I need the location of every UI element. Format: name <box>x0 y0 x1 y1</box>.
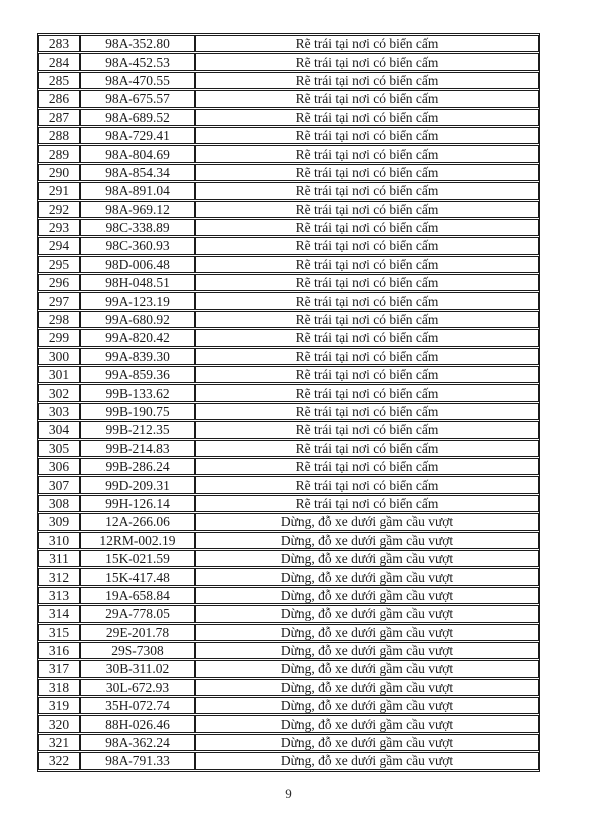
violation-cell: Rẽ trái tại nơi có biển cấm <box>195 201 539 218</box>
row-number-cell: 286 <box>38 90 80 107</box>
violation-cell: Dừng, đỗ xe dưới gầm cầu vượt <box>195 587 539 604</box>
violation-cell: Rẽ trái tại nơi có biển cấm <box>195 164 539 181</box>
row-number-cell: 310 <box>38 532 80 549</box>
plate-cell: 35H-072.74 <box>80 697 195 714</box>
plate-cell: 98A-362.24 <box>80 734 195 751</box>
row-number-cell: 317 <box>38 660 80 677</box>
violation-cell: Rẽ trái tại nơi có biển cấm <box>195 292 539 309</box>
row-number-cell: 304 <box>38 421 80 438</box>
plate-cell: 98D-006.48 <box>80 256 195 273</box>
table-row <box>38 458 539 475</box>
table-row <box>38 256 539 273</box>
plate-cell: 30L-672.93 <box>80 679 195 696</box>
row-number-cell: 296 <box>38 274 80 291</box>
violation-cell: Dừng, đỗ xe dưới gầm cầu vượt <box>195 605 539 622</box>
plate-cell: 99B-214.83 <box>80 440 195 457</box>
table-row <box>38 550 539 567</box>
row-number-cell: 308 <box>38 495 80 512</box>
plate-cell: 99A-839.30 <box>80 348 195 365</box>
violation-cell: Dừng, đỗ xe dưới gầm cầu vượt <box>195 532 539 549</box>
plate-cell: 99A-859.36 <box>80 366 195 383</box>
table-row <box>38 201 539 218</box>
plate-cell: 15K-021.59 <box>80 550 195 567</box>
table-row <box>38 476 539 493</box>
plate-cell: 98A-804.69 <box>80 145 195 162</box>
plate-cell: 98C-360.93 <box>80 237 195 254</box>
table-row <box>38 348 539 365</box>
row-number-cell: 293 <box>38 219 80 236</box>
plate-cell: 98A-352.80 <box>80 35 195 52</box>
violation-cell: Rẽ trái tại nơi có biển cấm <box>195 458 539 475</box>
table-row <box>38 109 539 126</box>
table-row <box>38 660 539 677</box>
row-number-cell: 306 <box>38 458 80 475</box>
violation-cell: Dừng, đỗ xe dưới gầm cầu vượt <box>195 568 539 585</box>
plate-cell: 29E-201.78 <box>80 624 195 641</box>
plate-cell: 98A-470.55 <box>80 72 195 89</box>
plate-cell: 99B-133.62 <box>80 384 195 401</box>
violation-cell: Dừng, đỗ xe dưới gầm cầu vượt <box>195 624 539 641</box>
table-row <box>38 734 539 751</box>
row-number-cell: 302 <box>38 384 80 401</box>
row-number-cell: 318 <box>38 679 80 696</box>
table-row <box>38 164 539 181</box>
table-row <box>38 715 539 732</box>
violation-cell: Rẽ trái tại nơi có biển cấm <box>195 440 539 457</box>
table-row <box>38 237 539 254</box>
violations-table <box>37 33 540 772</box>
table-row <box>38 532 539 549</box>
violation-cell: Rẽ trái tại nơi có biển cấm <box>195 182 539 199</box>
plate-cell: 30B-311.02 <box>80 660 195 677</box>
violation-cell: Rẽ trái tại nơi có biển cấm <box>195 329 539 346</box>
table-row <box>38 403 539 420</box>
table-row <box>38 568 539 585</box>
plate-cell: 99B-212.35 <box>80 421 195 438</box>
plate-cell: 98A-854.34 <box>80 164 195 181</box>
plate-cell: 98A-729.41 <box>80 127 195 144</box>
violation-cell: Rẽ trái tại nơi có biển cấm <box>195 311 539 328</box>
table-row <box>38 366 539 383</box>
table-row <box>38 587 539 604</box>
row-number-cell: 284 <box>38 53 80 70</box>
plate-cell: 98H-048.51 <box>80 274 195 291</box>
plate-cell: 99B-286.24 <box>80 458 195 475</box>
plate-cell: 88H-026.46 <box>80 715 195 732</box>
violation-cell: Dừng, đỗ xe dưới gầm cầu vượt <box>195 697 539 714</box>
row-number-cell: 292 <box>38 201 80 218</box>
violation-cell: Rẽ trái tại nơi có biển cấm <box>195 53 539 70</box>
violation-cell: Dừng, đỗ xe dưới gầm cầu vượt <box>195 752 539 769</box>
violation-cell: Rẽ trái tại nơi có biển cấm <box>195 274 539 291</box>
plate-cell: 29A-778.05 <box>80 605 195 622</box>
plate-cell: 12RM-002.19 <box>80 532 195 549</box>
plate-cell: 98C-338.89 <box>80 219 195 236</box>
row-number-cell: 316 <box>38 642 80 659</box>
plate-cell: 99H-126.14 <box>80 495 195 512</box>
row-number-cell: 307 <box>38 476 80 493</box>
row-number-cell: 319 <box>38 697 80 714</box>
violation-cell: Rẽ trái tại nơi có biển cấm <box>195 72 539 89</box>
plate-cell: 99A-123.19 <box>80 292 195 309</box>
table-row <box>38 127 539 144</box>
row-number-cell: 285 <box>38 72 80 89</box>
violation-cell: Dừng, đỗ xe dưới gầm cầu vượt <box>195 660 539 677</box>
violation-cell: Dừng, đỗ xe dưới gầm cầu vượt <box>195 715 539 732</box>
row-number-cell: 290 <box>38 164 80 181</box>
violation-cell: Rẽ trái tại nơi có biển cấm <box>195 366 539 383</box>
row-number-cell: 297 <box>38 292 80 309</box>
table-row <box>38 513 539 530</box>
row-number-cell: 298 <box>38 311 80 328</box>
plate-cell: 15K-417.48 <box>80 568 195 585</box>
violation-cell: Rẽ trái tại nơi có biển cấm <box>195 127 539 144</box>
violation-cell: Rẽ trái tại nơi có biển cấm <box>195 145 539 162</box>
plate-cell: 99A-820.42 <box>80 329 195 346</box>
row-number-cell: 291 <box>38 182 80 199</box>
table-row <box>38 440 539 457</box>
table-row <box>38 90 539 107</box>
row-number-cell: 287 <box>38 109 80 126</box>
table-row <box>38 292 539 309</box>
table-row <box>38 605 539 622</box>
violation-cell: Rẽ trái tại nơi có biển cấm <box>195 421 539 438</box>
plate-cell: 99D-209.31 <box>80 476 195 493</box>
plate-cell: 99A-680.92 <box>80 311 195 328</box>
row-number-cell: 294 <box>38 237 80 254</box>
row-number-cell: 295 <box>38 256 80 273</box>
violation-cell: Rẽ trái tại nơi có biển cấm <box>195 403 539 420</box>
plate-cell: 98A-891.04 <box>80 182 195 199</box>
violation-cell: Rẽ trái tại nơi có biển cấm <box>195 219 539 236</box>
table-row <box>38 35 539 52</box>
table-row <box>38 329 539 346</box>
violation-cell: Dừng, đỗ xe dưới gầm cầu vượt <box>195 642 539 659</box>
table-row <box>38 495 539 512</box>
violation-cell: Rẽ trái tại nơi có biển cấm <box>195 495 539 512</box>
row-number-cell: 312 <box>38 568 80 585</box>
violation-cell: Rẽ trái tại nơi có biển cấm <box>195 476 539 493</box>
violation-cell: Dừng, đỗ xe dưới gầm cầu vượt <box>195 550 539 567</box>
table-row <box>38 53 539 70</box>
violation-cell: Rẽ trái tại nơi có biển cấm <box>195 90 539 107</box>
row-number-cell: 299 <box>38 329 80 346</box>
page-number: 9 <box>285 786 292 801</box>
table-row <box>38 182 539 199</box>
table-row <box>38 679 539 696</box>
row-number-cell: 283 <box>38 35 80 52</box>
row-number-cell: 309 <box>38 513 80 530</box>
table-row <box>38 642 539 659</box>
row-number-cell: 300 <box>38 348 80 365</box>
plate-cell: 12A-266.06 <box>80 513 195 530</box>
row-number-cell: 314 <box>38 605 80 622</box>
plate-cell: 98A-675.57 <box>80 90 195 107</box>
row-number-cell: 320 <box>38 715 80 732</box>
table-row <box>38 624 539 641</box>
plate-cell: 98A-452.53 <box>80 53 195 70</box>
table-row <box>38 421 539 438</box>
row-number-cell: 311 <box>38 550 80 567</box>
row-number-cell: 305 <box>38 440 80 457</box>
row-number-cell: 303 <box>38 403 80 420</box>
row-number-cell: 288 <box>38 127 80 144</box>
row-number-cell: 313 <box>38 587 80 604</box>
violation-cell: Rẽ trái tại nơi có biển cấm <box>195 256 539 273</box>
violations-table-body <box>38 35 539 770</box>
row-number-cell: 301 <box>38 366 80 383</box>
violation-cell: Dừng, đỗ xe dưới gầm cầu vượt <box>195 734 539 751</box>
row-number-cell: 321 <box>38 734 80 751</box>
table-row <box>38 274 539 291</box>
row-number-cell: 289 <box>38 145 80 162</box>
table-row <box>38 72 539 89</box>
table-row <box>38 697 539 714</box>
violation-cell: Rẽ trái tại nơi có biển cấm <box>195 348 539 365</box>
plate-cell: 98A-969.12 <box>80 201 195 218</box>
plate-cell: 98A-689.52 <box>80 109 195 126</box>
violation-cell: Rẽ trái tại nơi có biển cấm <box>195 35 539 52</box>
violation-cell: Rẽ trái tại nơi có biển cấm <box>195 237 539 254</box>
table-row <box>38 219 539 236</box>
row-number-cell: 322 <box>38 752 80 769</box>
plate-cell: 99B-190.75 <box>80 403 195 420</box>
table-row <box>38 145 539 162</box>
violation-cell: Rẽ trái tại nơi có biển cấm <box>195 384 539 401</box>
violation-cell: Dừng, đỗ xe dưới gầm cầu vượt <box>195 679 539 696</box>
row-number-cell: 315 <box>38 624 80 641</box>
table-row <box>38 752 539 769</box>
plate-cell: 19A-658.84 <box>80 587 195 604</box>
violation-cell: Dừng, đỗ xe dưới gầm cầu vượt <box>195 513 539 530</box>
violation-cell: Rẽ trái tại nơi có biển cấm <box>195 109 539 126</box>
table-row <box>38 311 539 328</box>
plate-cell: 98A-791.33 <box>80 752 195 769</box>
plate-cell: 29S-7308 <box>80 642 195 659</box>
table-row <box>38 384 539 401</box>
